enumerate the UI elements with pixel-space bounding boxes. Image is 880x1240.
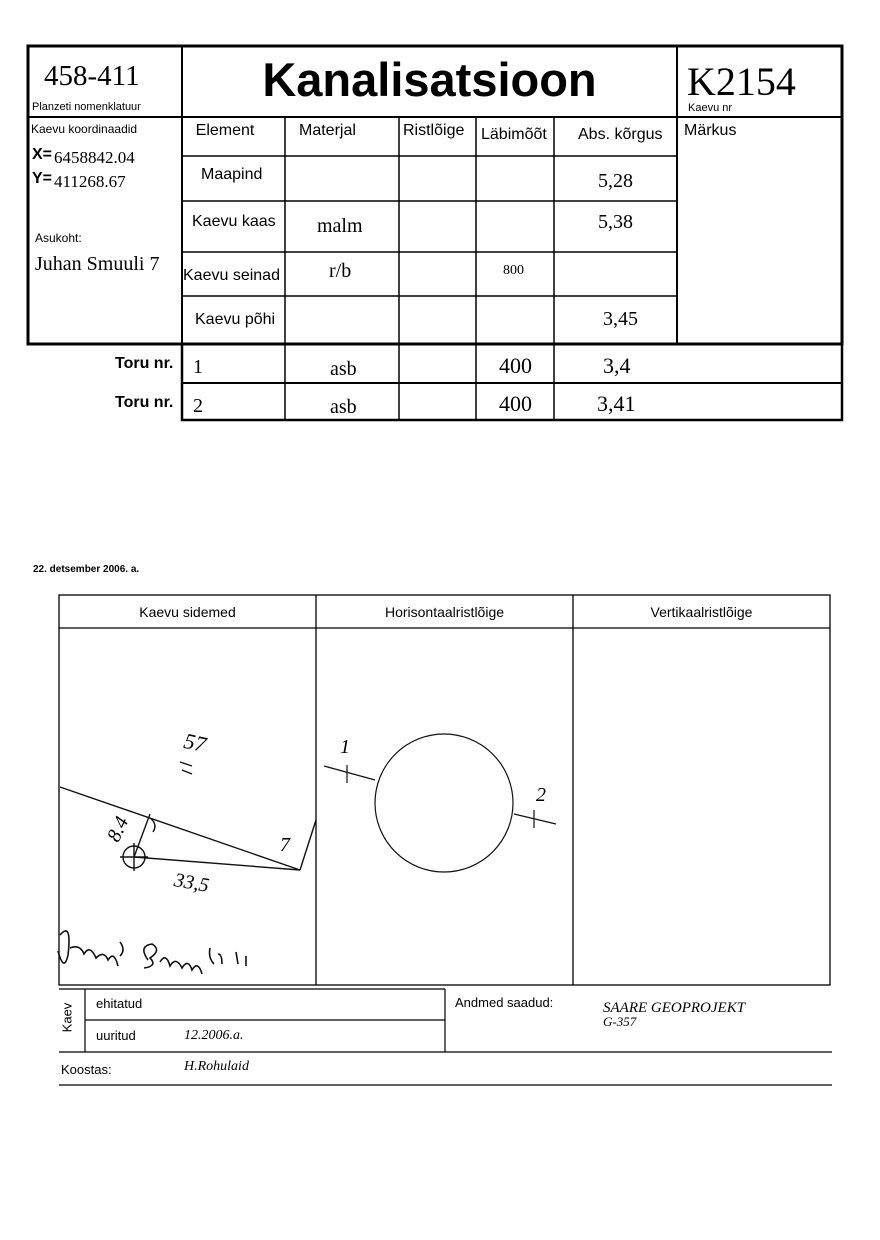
location-label: Asukoht: bbox=[35, 231, 82, 245]
pipe-diameter: 400 bbox=[499, 353, 532, 378]
pipe-number: 1 bbox=[193, 356, 203, 378]
row-height-value: 5,28 bbox=[598, 170, 633, 192]
surveyed-label: uuritud bbox=[96, 1028, 136, 1043]
data-source-value: SAARE GEOPROJEKT bbox=[603, 1000, 746, 1016]
measure-top-label: 57 bbox=[181, 727, 209, 758]
date-label: 22. detsember 2006. a. bbox=[33, 564, 140, 575]
pipe-height: 3,4 bbox=[603, 353, 631, 378]
measure-side-label: 8.4 bbox=[102, 813, 134, 846]
column-header-notes: Märkus bbox=[684, 122, 737, 139]
pipe-material: asb bbox=[330, 358, 357, 380]
x-value: 6458842.04 bbox=[54, 148, 135, 167]
built-label: ehitatud bbox=[96, 996, 143, 1011]
side-label: Kaev bbox=[59, 1002, 75, 1033]
x-label: X= bbox=[32, 146, 53, 163]
corner-mark-label: 7 bbox=[280, 834, 290, 856]
sketch-header-vertical: Vertikaalristlõige bbox=[650, 604, 753, 620]
column-header-material: Materjal bbox=[299, 122, 356, 139]
measure-bottom-label: 33,5 bbox=[172, 869, 211, 897]
well-number-label: Kaevu nr bbox=[688, 102, 733, 114]
pipe-1-label: 1 bbox=[340, 736, 350, 758]
row-element-label: Kaevu kaas bbox=[192, 213, 276, 230]
row-height-value: 3,45 bbox=[603, 308, 638, 330]
row-element-label: Kaevu seinad bbox=[183, 267, 280, 284]
row-height-value: 5,38 bbox=[598, 211, 633, 233]
y-value: 411268.67 bbox=[54, 172, 126, 191]
pipe-number: 2 bbox=[193, 395, 203, 417]
cross-section-sketch bbox=[324, 734, 556, 872]
row-material-value: r/b bbox=[329, 260, 352, 282]
row-element-label: Kaevu põhi bbox=[195, 311, 276, 328]
pipe-label: Toru nr. bbox=[115, 355, 174, 372]
location-value: Juhan Smuuli 7 bbox=[35, 253, 160, 275]
pipe-2-label: 2 bbox=[536, 784, 546, 806]
pipe-diameter: 400 bbox=[499, 391, 532, 416]
row-element-label: Maapind bbox=[201, 166, 263, 183]
column-header-diameter: Läbimõõt bbox=[481, 126, 547, 143]
column-header-element: Element bbox=[195, 122, 255, 139]
sketch-header-ties: Kaevu sidemed bbox=[139, 604, 236, 620]
y-label: Y= bbox=[32, 170, 53, 187]
data-source-code: G-357 bbox=[603, 1014, 637, 1029]
pipe-label: Toru nr. bbox=[115, 394, 174, 411]
ties-sketch bbox=[60, 762, 316, 871]
well-number: K2154 bbox=[687, 59, 796, 104]
compiled-value: H.Rohulaid bbox=[184, 1059, 249, 1074]
pipe-height: 3,41 bbox=[597, 391, 636, 416]
pipe-material: asb bbox=[330, 396, 357, 418]
compiled-label: Koostas: bbox=[61, 1062, 112, 1077]
nomenclature-label: Planzeti nomenklatuur bbox=[32, 101, 141, 113]
row-diameter-value: 800 bbox=[503, 263, 524, 278]
coordinates-label: Kaevu koordinaadid bbox=[31, 122, 138, 136]
page-title: Kanalisatsioon bbox=[262, 53, 597, 106]
nomenclature-value: 458-411 bbox=[44, 60, 140, 92]
sketch-header-horizontal: Horisontaalristlõige bbox=[384, 604, 505, 620]
row-material-value: malm bbox=[317, 215, 363, 237]
column-header-height: Abs. kõrgus bbox=[578, 126, 663, 143]
column-header-cross: Ristlõige bbox=[403, 122, 465, 139]
surveyed-value: 12.2006.a. bbox=[184, 1028, 244, 1043]
data-source-label: Andmed saadud: bbox=[455, 995, 554, 1010]
